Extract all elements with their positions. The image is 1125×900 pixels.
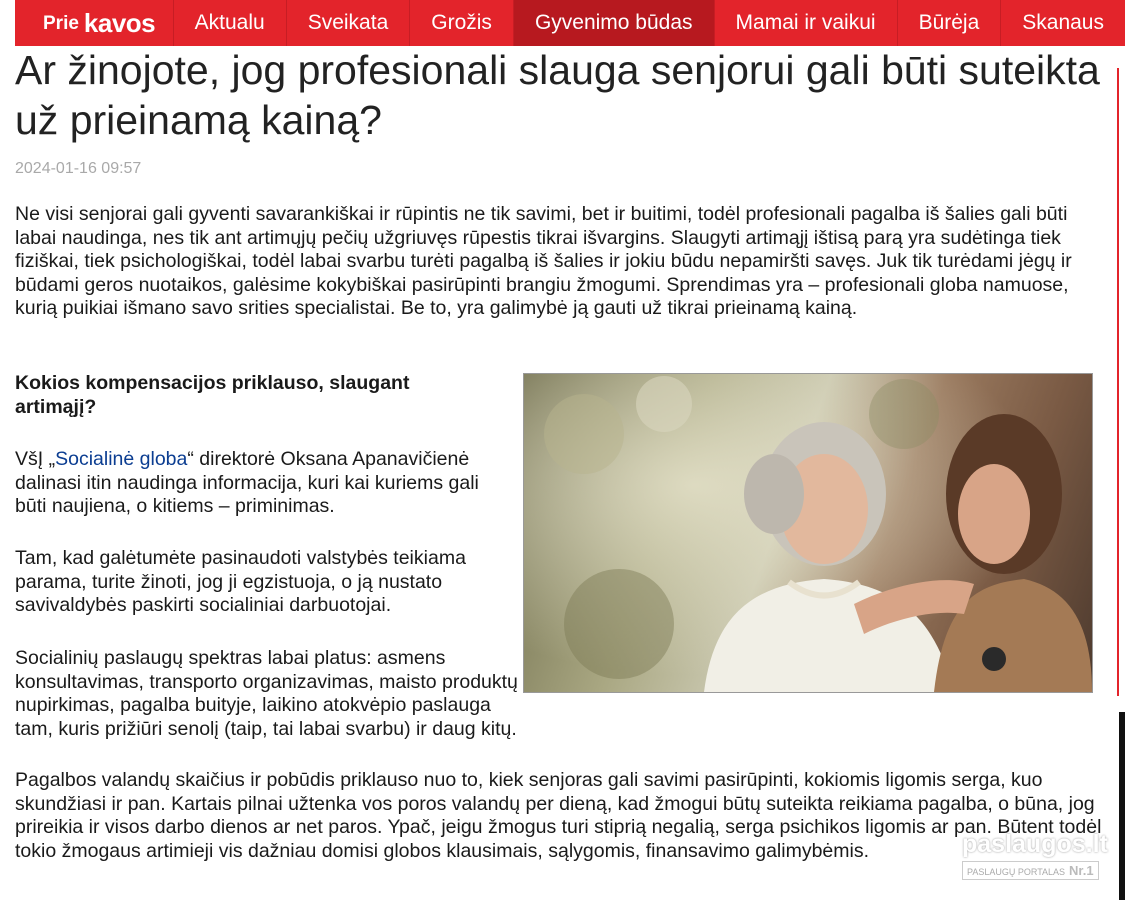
article-paragraph-5: Pagalbos valandų skaičius ir pobūdis priklauso nuo to, kiek senjoras gali savimi pasirūpinti, kokiomis ligomis serga, kuo skundžiasi ir pan. Kartais pilnai užtenka vos poros valandų per dieną, kad žmogui būtų suteikta reikiama pagalba, o būna, jog prireikia ir visos darbo dienos ar net paros. Ypač, jeigu žmogus turi stiprią negalią, serga psichikos ligomis ar pan. Būtent todėl tokio žmogaus artimieji vis dažniau domisi globos klausimais, sąlygomis, finansavimo galimybėmis. — [15, 769, 1102, 862]
watermark-main-text: paslaugos.lt — [962, 830, 1108, 858]
photo-elderly-woman-with-caregiver — [524, 374, 1092, 692]
article-intro: Ne visi senjorai gali gyventi savarankiškai ir rūpintis ne tik savimi, bet ir buitimi, todėl profesionali pagalba iš šalies gali būti labai naudinga, nes tik ant artimųjų pečių užgriuvęs rūpestis tikrai išvargins. Slaugyti artimąjį ištisą parą yra sudėtinga tiek fiziškai, tiek psichologiškai, todėl labai svarbu turėti pagalbą iš šalies ir jokiu būdu nepamiršti savęs. Juk tik turėdami jėgų ir būdami geros nuotaikos, galėsime kokybiškai pasirūpinti brangiu žmogumi. Sprendimas yra – profesionali globa namuose, kurią puikiai išmano savo srities specialistai. Be to, yra galimybė ją gauti už tikrai prieinamą kainą. — [15, 203, 1072, 319]
watermark-sub-label — [962, 861, 1099, 880]
article-title: Ar žinojote, jog profesionali slauga senjorui gali būti suteikta už prieinamą kainą? — [15, 47, 1100, 143]
article-paragraph-2 — [15, 448, 510, 519]
nav-item-aktualu[interactable]: Aktualu — [173, 0, 286, 46]
top-navigation-bar — [15, 0, 1125, 46]
article-date: 2024-01-16 09:57 — [15, 160, 142, 177]
nav-item-bureja[interactable]: Būrėja — [897, 0, 1001, 46]
article-photo — [523, 373, 1093, 693]
paslaugos-watermark — [962, 830, 1108, 878]
article-subheading: Kokios kompensacijos priklauso, slaugant artimąjį? — [15, 372, 410, 418]
nav-item-grozis[interactable]: Grožis — [409, 0, 513, 46]
nav-item-sveikata[interactable]: Sveikata — [286, 0, 410, 46]
p2-text-before: VšĮ „ — [15, 448, 56, 470]
nav-item-skanaus[interactable]: Skanaus — [1000, 0, 1125, 46]
nav-item-mamai-ir-vaikui[interactable]: Mamai ir vaikui — [714, 0, 897, 46]
watermark-sub-text: PASLAUGŲ PORTALAS — [967, 867, 1066, 877]
logo-text-kavos: kavos — [83, 7, 156, 38]
right-side-dark-banner-edge — [1119, 712, 1125, 900]
p4-text: Socialinių paslaugų spektras labai platus: asmens konsultavimas, transporto organizavimas, maisto produktų nupirkimas, pagalba buityje, laikino atokvėpio paslauga tam, kuris prižiūri senolį (taip, tai labai svarbu) ir daug kitų. — [15, 647, 518, 740]
logo-text-prie: Prie — [43, 13, 79, 34]
site-logo[interactable] — [15, 0, 173, 46]
nav-item-gyvenimo-budas[interactable]: Gyvenimo būdas — [513, 0, 714, 46]
main-nav — [173, 0, 1125, 46]
article-paragraph-3: Tam, kad galėtumėte pasinaudoti valstybės teikiama parama, turite žinoti, jog ji egzistuoja, o ją nustato savivaldybės paskirti socialiniai darbuotojai. — [15, 547, 466, 616]
watermark-badge: Nr.1 — [1069, 863, 1094, 878]
socialine-globa-link[interactable]: Socialinė globa — [55, 448, 188, 470]
right-side-banner-edge — [1117, 68, 1125, 696]
p2-text-after: “ direktorė Oksana Apanavičienė dalinasi itin naudinga informacija, kuri kai kuriems gali būti naujiena, o kitiems – priminimas. — [15, 448, 479, 517]
